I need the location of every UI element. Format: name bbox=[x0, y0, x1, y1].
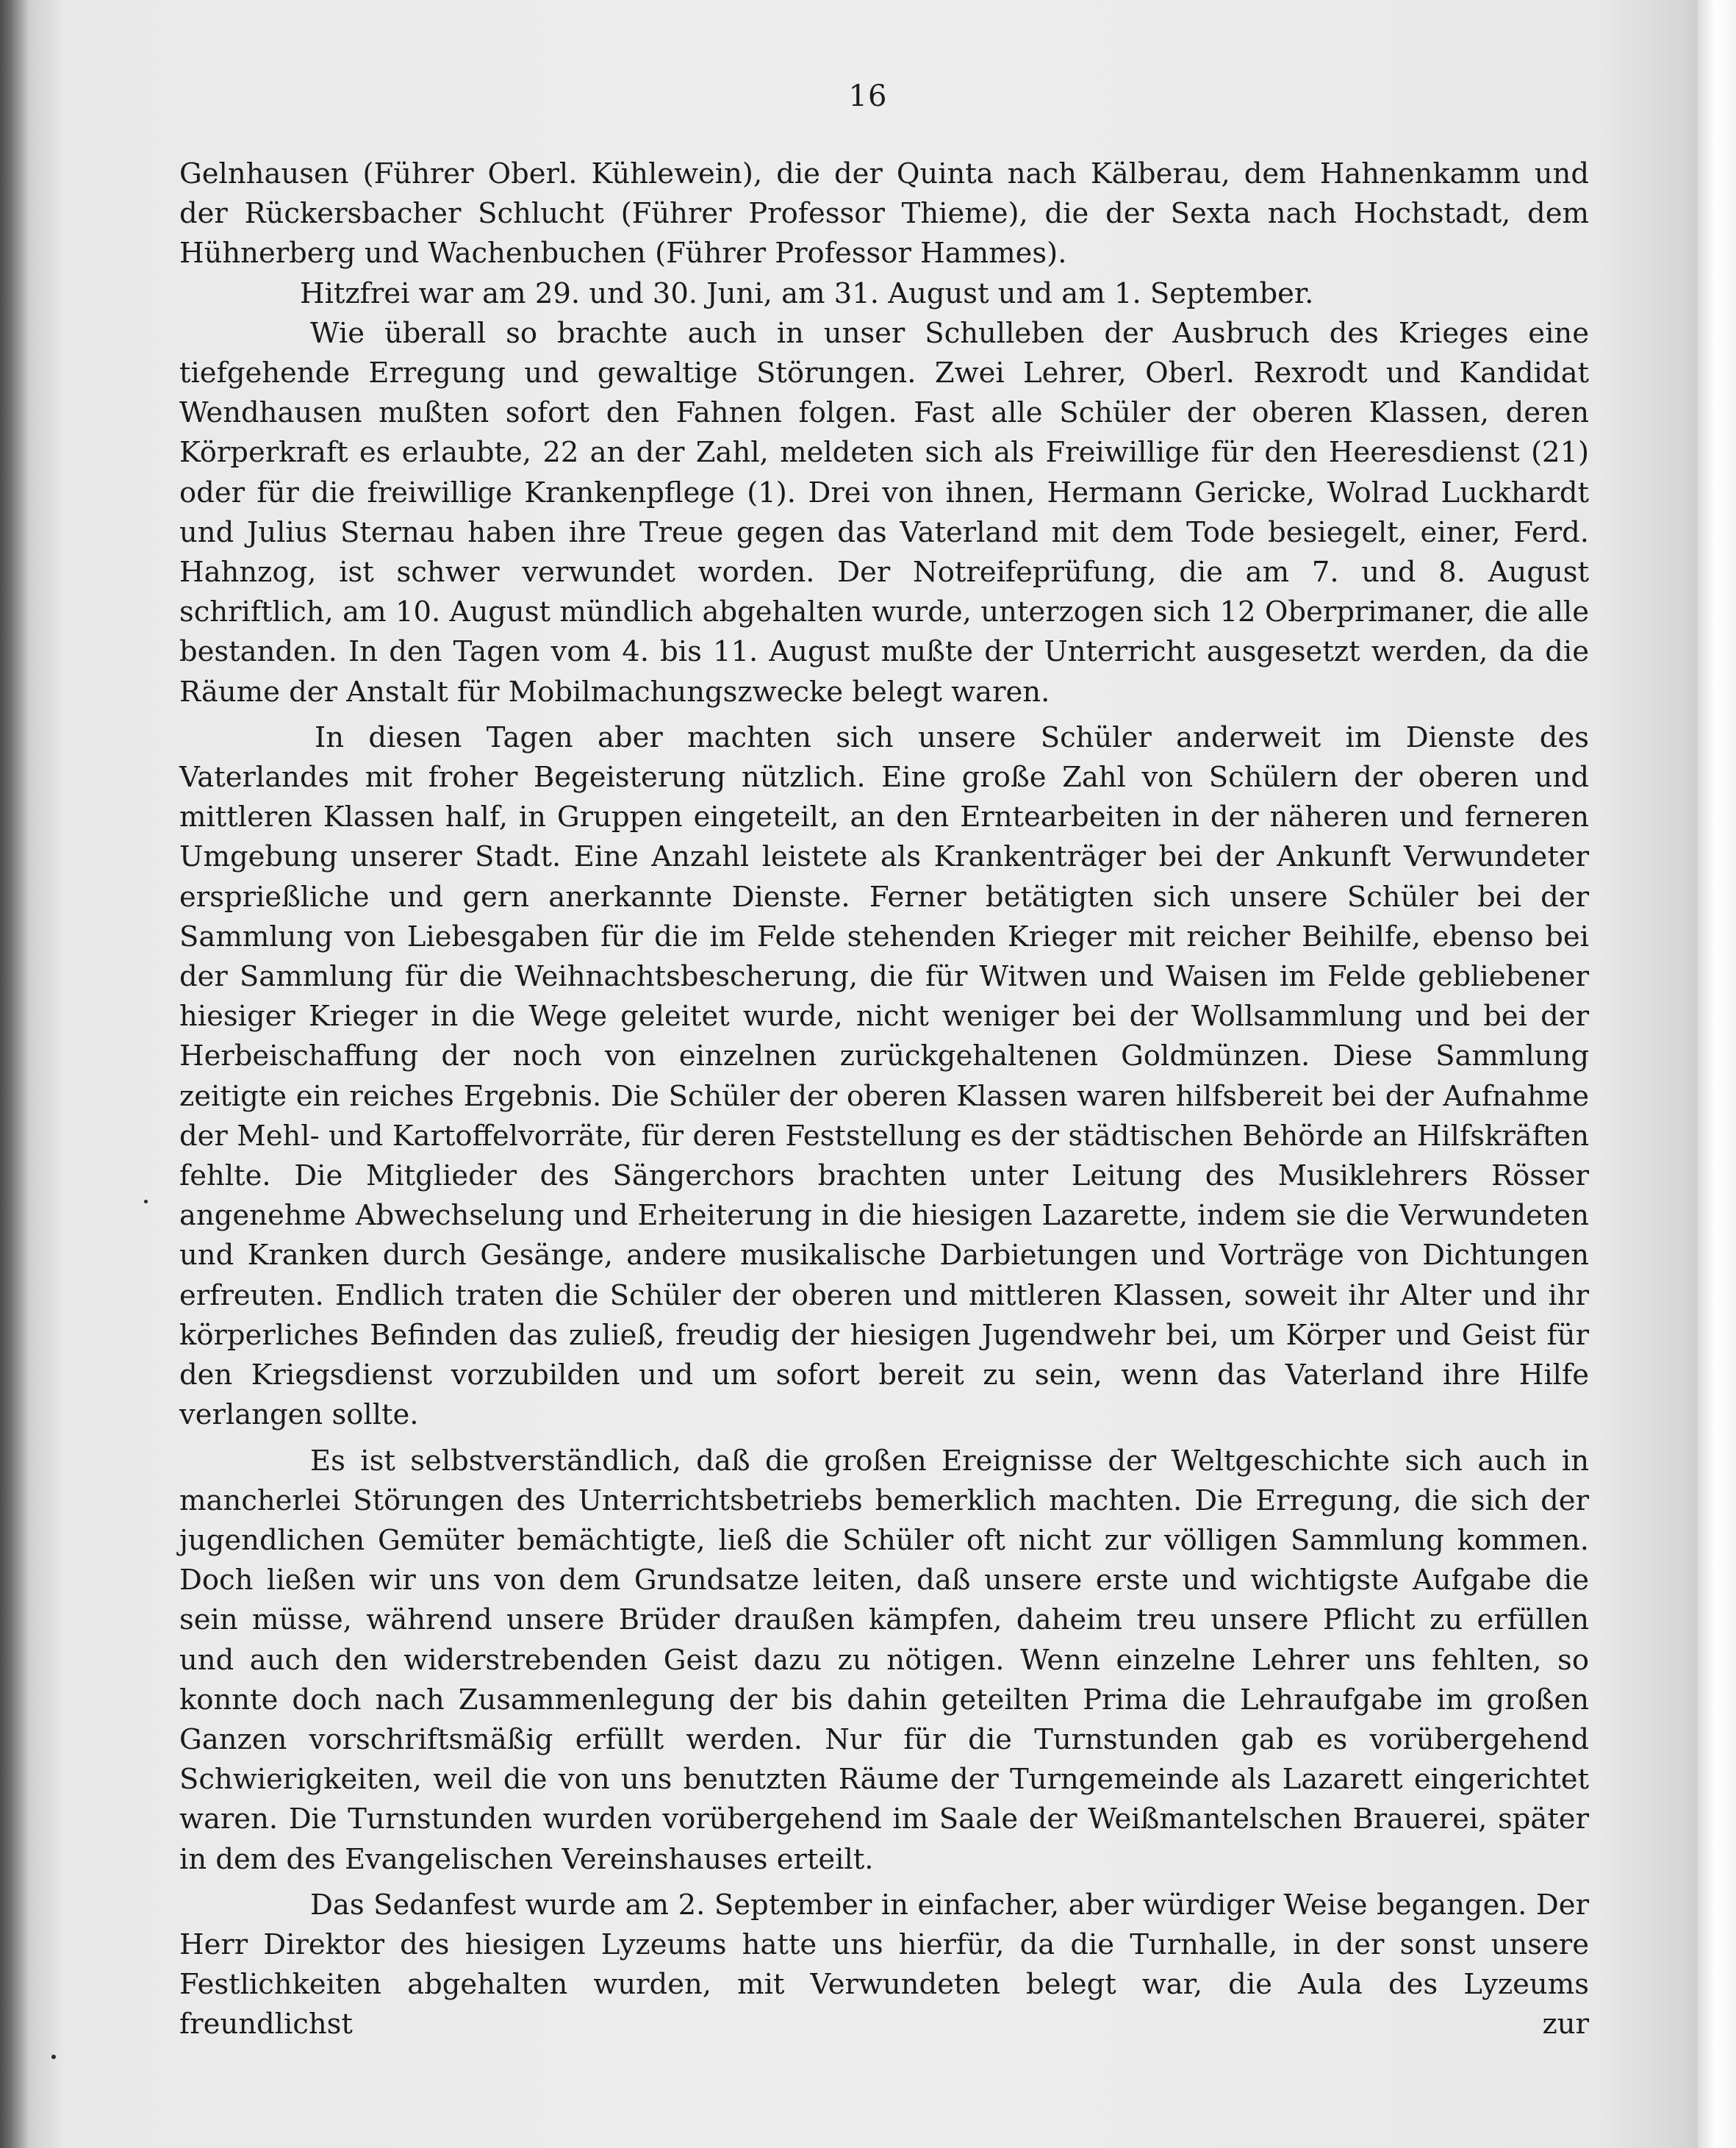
page-edge bbox=[1698, 0, 1736, 2148]
paragraph-excursions: Gelnhausen (Führer Oberl. Kühlewein), die der Quinta nach Kälberau, dem Hahnenkamm und der Rückersbacher Schlucht (Führer Professor Thieme), die der Sexta nach Hochstadt, dem Hühnerberg und Wachenbuchen (Führer Professor Hammes). bbox=[179, 157, 1589, 271]
paragraph-student-service: In diesen Tagen aber machten sich unsere Schüler anderweit im Dienste des Vaterlandes mit froher Begeisterung nützlich. Eine große Zahl von Schülern der oberen und mittleren Klassen half, in Gruppen eingeteilt, an den Erntearbeiten in der näheren und ferneren Umgebung unserer Stadt. Eine Anzahl leistete als Krankenträger bei der Ankunft Verwundeter ersprießliche und gern anerkannte Dienste. Ferner betätigten sich unsere Schüler bei der Sammlung von Liebesgaben für die im Felde stehenden Krieger mit reicher Beihilfe, ebenso bei der Sammlung für die Weihnachtsbescherung, die für Witwen und Waisen im Felde gebliebener hiesiger Krieger in die Wege geleitet wurde, nicht weniger bei der Wollsammlung und bei der Herbeischaffung der noch von einzelnen zurückgehaltenen Goldmünzen. Diese Sammlung zeitigte ein reiches Ergebnis. Die Schüler der oberen Klassen waren hilfsbereit bei der Aufnahme der Mehl- und Kartoffelvorräte, für deren Feststellung es der städtischen Behörde an Hilfskräften fehlte. Die Mitglieder des Sängerchors brachten unter Leitung des Musiklehrers Rösser angenehme Abwechselung und Erheiterung in die hiesigen Lazarette, indem sie die Verwundeten und Kranken durch Gesänge, andere musikalische Darbietungen und Vorträge von Dichtungen erfreuten. Endlich traten die Schüler der oberen und mittleren Klassen, soweit ihr Alter und ihr körperliches Befinden das zuließ, freudig der hiesigen Jugendwehr bei, um Körper und Geist für den Kriegsdienst vorzubilden und um sofort bereit zu sein, wenn das Vaterland ihre Hilfe verlangen sollte. bbox=[179, 720, 1589, 1432]
paragraph-teaching-disruptions: Es ist selbstverständlich, daß die großen Ereignisse der Weltgeschichte sich auch in mancherlei Störungen des Unterrichtsbetriebs bemerklich machten. Die Erregung, die sich der jugendlichen Gemüter bemächtigte, ließ die Schüler oft nicht zur völligen Sammlung kommen. Doch ließen wir uns von dem Grundsatze leiten, daß unsere erste und wichtigste Aufgabe die sein müsse, während unsere Brüder draußen kämpfen, daheim treu unsere Pflicht zu erfüllen und auch den widerstrebenden Geist dazu zu nötigen. Wenn einzelne Lehrer uns fehlten, so konnte doch nach Zusammenlegung der bis dahin geteilten Prima die Lehraufgabe im großen Ganzen vorschriftsmäßig erfüllt werden. Nur für die Turnstunden gab es vorübergehend Schwierigkeiten, weil die von uns benutzten Räume der Turngemeinde als Lazarett eingerichtet waren. Die Turnstunden wurden vorübergehend im Saale der Weißmantelschen Brauerei, später in dem des Evangelischen Vereinshauses erteilt. bbox=[179, 1444, 1589, 1876]
body-text bbox=[179, 154, 1589, 2045]
paragraph-war-outbreak: Wie überall so brachte auch in unser Schulleben der Ausbruch des Krieges eine tiefgehende Erregung und gewaltige Störungen. Zwei Lehrer, Oberl. Rexrodt und Kandidat Wendhausen mußten sofort den Fahnen folgen. Fast alle Schüler der oberen Klassen, deren Körperkraft es erlaubte, 22 an der Zahl, meldeten sich als Freiwillige für den Heeresdienst (21) oder für die freiwillige Krankenpflege (1). Drei von ihnen, Hermann Gericke, Wolrad Luckhardt und Julius Sternau haben ihre Treue gegen das Vaterland mit dem Tode besiegelt, einer, Ferd. Hahnzog, ist schwer verwundet worden. Der Notreifeprüfung, die am 7. und 8. August schriftlich, am 10. August mündlich abgehalten wurde, unterzogen sich 12 Oberprimaner, die alle bestanden. In den Tagen vom 4. bis 11. August mußte der Unterricht ausgesetzt werden, da die Räume der Anstalt für Mobilmachungszwecke belegt waren. bbox=[179, 316, 1589, 709]
scan-speck bbox=[144, 1200, 148, 1203]
paragraph-heat-holidays: Hitzfrei war am 29. und 30. Juni, am 31. August und am 1. September. bbox=[300, 276, 1314, 310]
paragraph-sedan-festival: Das Sedanfest wurde am 2. September in einfacher, aber würdiger Weise begangen. Der Herr Direktor des hiesigen Lyzeums hatte uns hierfür, da die Turnhalle, in der sonst unsere Festlichkeiten abgehalten wurden, mit Verwundeten belegt war, die Aula des Lyzeums freundlichst zur bbox=[179, 1888, 1589, 2041]
page-number: 16 bbox=[848, 79, 888, 113]
scan-speck bbox=[51, 2055, 56, 2059]
